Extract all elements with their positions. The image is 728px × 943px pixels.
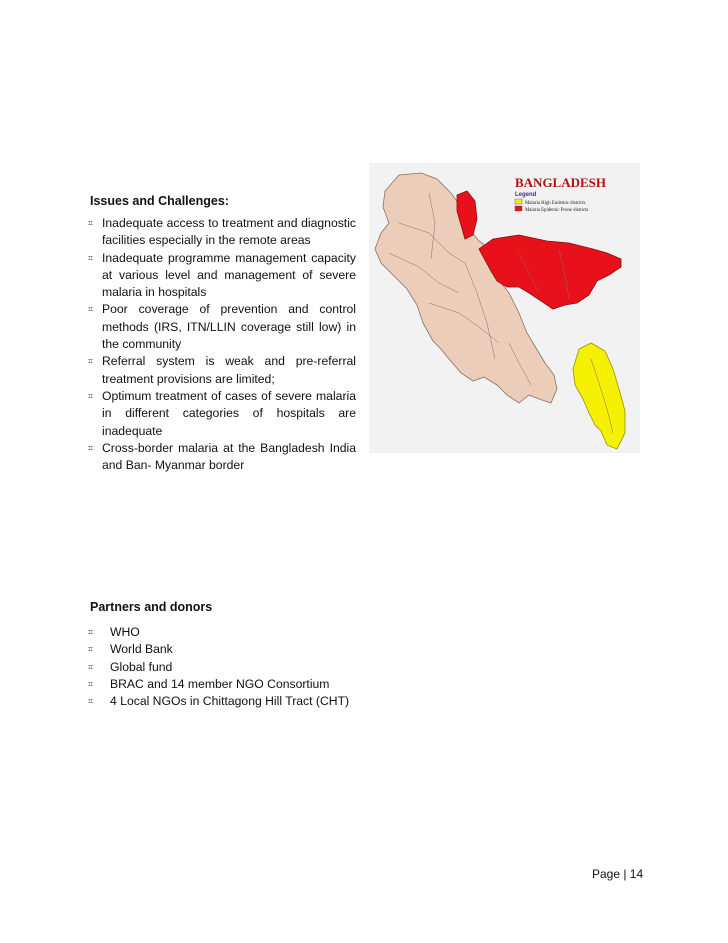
list-item: ⌗ Global fund [90,659,356,676]
list-item: ⌗ World Bank [90,641,356,658]
bullet-icon: ⌗ [88,644,94,655]
list-item: ⌗ Referral system is weak and pre-referral treatment provisions are limited; [88,354,356,386]
bullet-icon: ⌗ [88,696,94,707]
list-item: ⌗ Optimum treatment of cases of severe malaria in different categories of hospitals are inadequate [88,388,356,438]
partners-section [90,600,356,710]
legend-swatch-red [515,206,522,211]
bullet-icon: ⌗ [88,678,94,689]
legend-title: Legend [515,192,537,198]
bullet-icon: ⌗ [88,390,94,401]
list-item: ⌗ Poor coverage of prevention and control methods (IRS, ITN/LLIN coverage still low) in the community [88,302,356,352]
partners-list [90,624,356,710]
bullet-icon: ⌗ [88,356,94,367]
partners-heading: Partners and donors [90,600,213,614]
list-item: ⌗ Inadequate access to treatment and diagnostic facilities especially in the remote areas [88,216,356,248]
issues-list [90,215,356,474]
list-item: ⌗ Cross-border malaria at the Bangladesh India and Ban- Myanmar border [88,440,356,473]
bullet-icon: ⌗ [88,252,94,263]
list-item: ⌗ BRAC and 14 member NGO Consortium [90,676,356,693]
legend-swatch-yellow [515,199,522,204]
map-title: BANGLADESH [515,175,607,190]
list-item: ⌗ WHO [90,624,356,641]
bullet-icon: ⌗ [88,442,94,453]
legend-label-high-endemic: Malaria High Endemic districts [525,201,586,206]
bangladesh-malaria-map [369,163,640,453]
bullet-icon: ⌗ [88,304,94,315]
page-number: Page | 14 [592,867,644,881]
list-item: ⌗ 4 Local NGOs in Chittagong Hill Tract (CHT) [90,693,356,710]
bullet-icon: ⌗ [88,218,94,228]
issues-section [90,194,356,474]
list-item: ⌗ Inadequate programme management capacity at various level and management of severe malaria in hospitals [88,250,356,300]
legend-label-epidemic-prone: Malaria Epidemic Prone districts [525,208,589,213]
bullet-icon: ⌗ [88,627,94,637]
issues-heading: Issues and Challenges: [90,194,229,208]
bullet-icon: ⌗ [88,661,94,672]
